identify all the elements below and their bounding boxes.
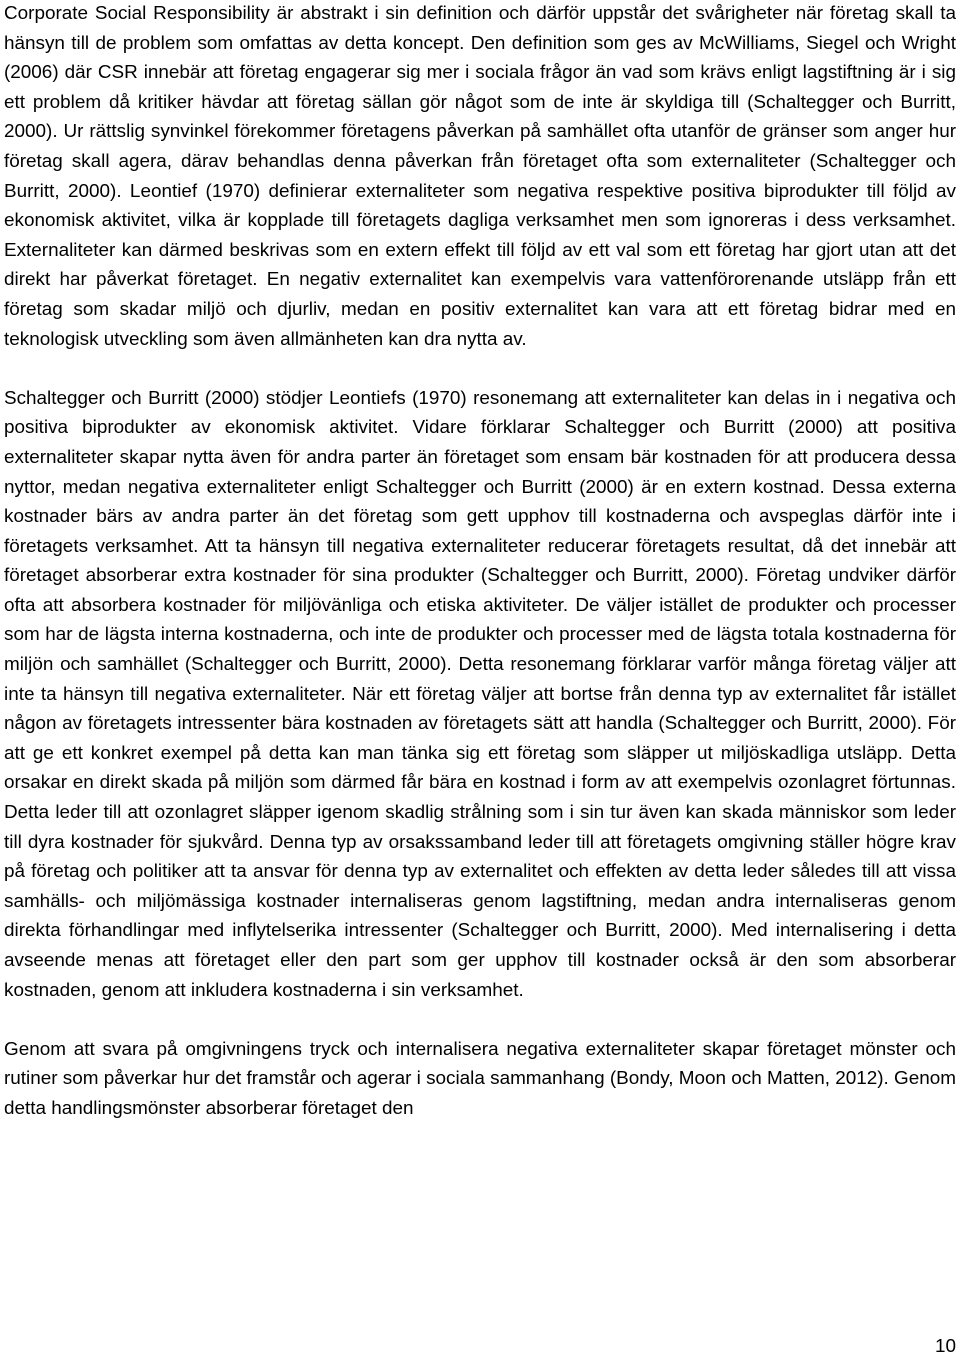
document-page bbox=[4, 0, 956, 1124]
paragraph-csr-definition: Corporate Social Responsibility är abstrakt i sin definition och därför uppstår det svårigheter när företag skall ta hänsyn till de problem som omfattas av detta koncept. Den definition som ges av McWilliams, Siegel och Wright (2006) där CSR innebär att företag engagerar sig mer i sociala frågor än vad som krävs enligt lagstiftning är i sig ett problem då kritiker hävdar att företag sällan gör något som de inte är skyldiga till (Schaltegger och Burritt, 2000). Ur rättslig synvinkel förekommer företagens påverkan på samhället ofta utanför de gränser som anger hur företag skall agera, därav behandlas denna påverkan från företaget ofta som externaliteter (Schaltegger och Burritt, 2000). Leontief (1970) definierar externaliteter som negativa respektive positiva biprodukter till följd av ekonomisk aktivitet, vilka är kopplade till företagets dagliga verksamhet men som ignoreras i dess verksamhet. Externaliteter kan därmed beskrivas som en extern effekt till följd av ett val som ett företag har gjort utan att det direkt har påverkat företaget. En negativ externalitet kan exempelvis vara vattenförorenande utsläpp från ett företag som skadar miljö och djurliv, medan en positiv externalitet kan vara att ett företag bidrar med en teknologisk utveckling som även allmänheten kan dra nytta av. bbox=[4, 3, 956, 350]
paragraph-externalities: Schaltegger och Burritt (2000) stödjer Leontiefs (1970) resonemang att externaliteter kan delas in i negativa och positiva biprodukter av ekonomisk aktivitet. Vidare förklarar Schaltegger och Burritt (2000) att positiva externaliteter skapar nytta även för andra parter än företaget som ensam bär kostnaden för att producera dessa nyttor, medan negativa externaliteter enligt Schaltegger och Burritt (2000) är en extern kostnad. Dessa externa kostnader bärs av andra parter än det företag som gett upphov till kostnaderna och avspeglas därför inte i företagets verksamhet. Att ta hänsyn till negativa externaliteter reducerar företagets resultat, då det innebär att företaget absorberar extra kostnader för sina produkter (Schaltegger och Burritt, 2000). Företag undviker därför ofta att absorbera kostnader för miljövänliga och etiska aktiviteter. De väljer istället de produkter och processer som har de lägsta interna kostnaderna, och inte de produkter och processer med de lägsta totala kostnaderna för miljön och samhället (Schaltegger och Burritt, 2000). Detta resonemang förklarar varför många företag väljer att inte ta hänsyn till negativa externaliteter. När ett företag väljer att bortse från denna typ av externalitet får istället någon av företagets intressenter bära kostnaden av företagets sätt att handla (Schaltegger och Burritt, 2000). För att ge ett konkret exempel på detta kan man tänka sig ett företag som släpper ut miljöskadliga utsläpp. Detta orsakar en direkt skada på miljön som därmed får bära en kostnad i form av att exempelvis ozonlagret förtunnas. Detta leder till att ozonlagret släpper igenom skadlig strålning som i sin tur även kan skada människor som leder till dyra kostnader för sjukvård. Denna typ av orsakssamband leder till att företagets omgivning ställer högre krav på företag och politiker att ta ansvar för denna typ av externalitet och effekten av detta leder således till att vissa samhälls- och miljömässiga kostnader internaliseras genom lagstiftning, medan andra internaliseras genom direkta förhandlingar med inflytelserika intressenter (Schaltegger och Burritt, 2000). Med internalisering i detta avseende menas att företaget eller den part som ger upphov till kostnader också är den som absorberar kostnaden, genom att inkludera kostnaderna i sin verksamhet. bbox=[4, 387, 956, 1001]
page-number: 10 bbox=[934, 1336, 956, 1357]
paragraph-internalization: Genom att svara på omgivningens tryck och internalisera negativa externaliteter skapar företaget mönster och rutiner som påverkar hur det framstår och agerar i sociala sammanhang (Bondy, Moon och Matten, 2012). Genom detta handlingsmönster absorberar företaget den bbox=[4, 1038, 956, 1119]
